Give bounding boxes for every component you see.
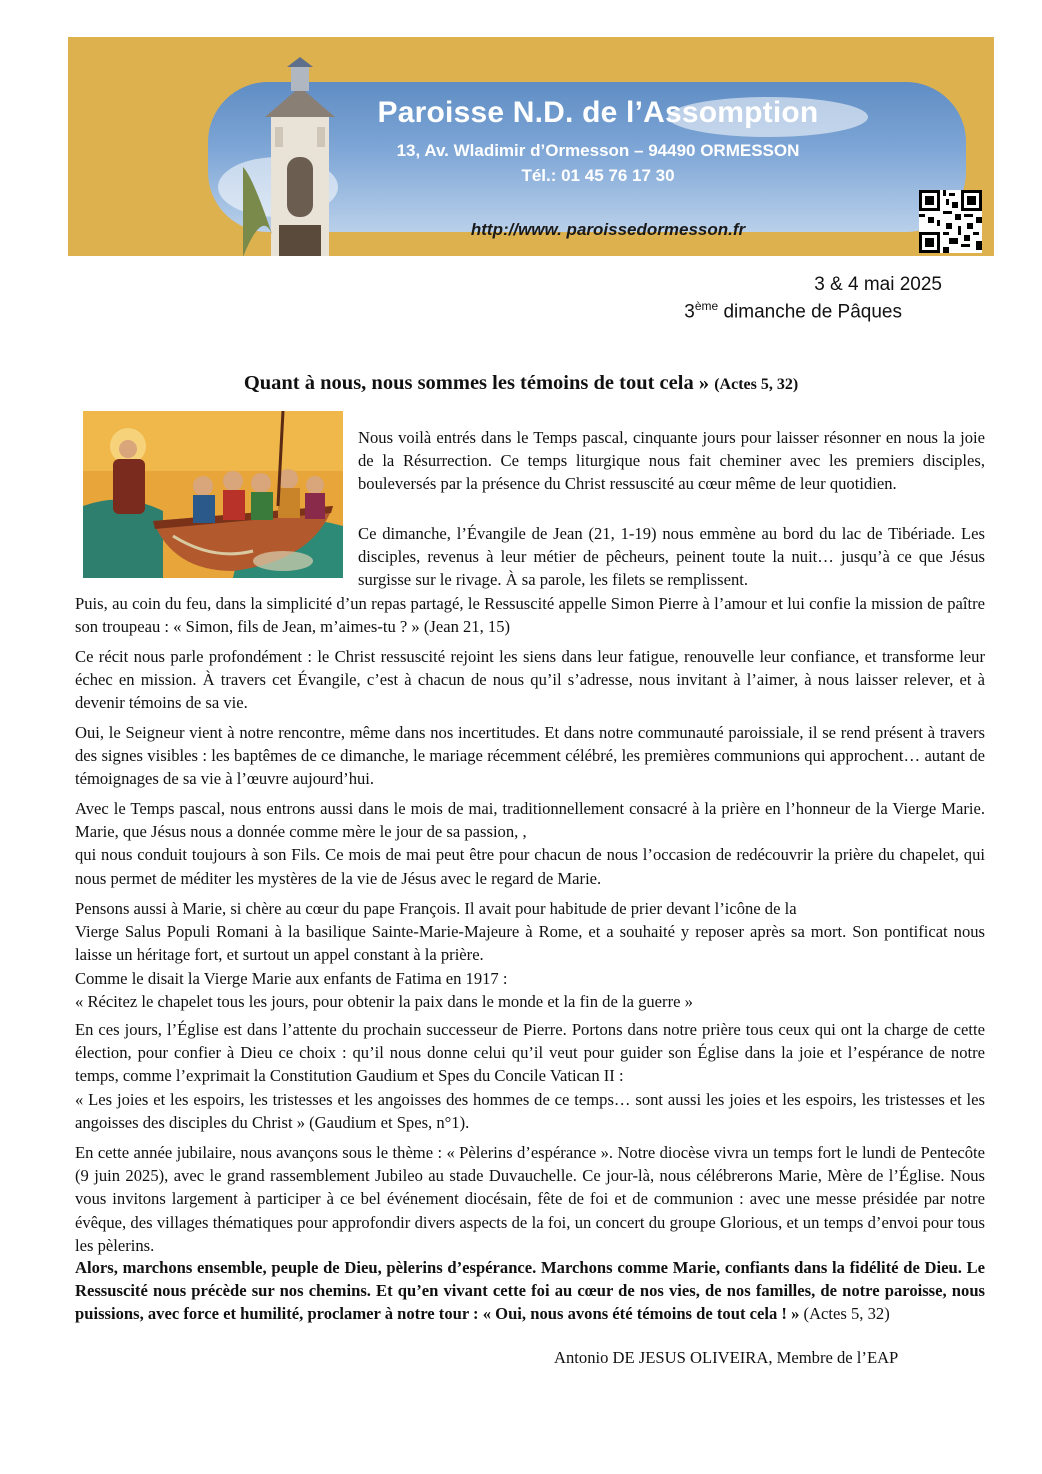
paragraph-conclusion-bold: Alors, marchons ensemble, peuple de Dieu, pèlerins d’espérance. Marchons comme Marie, confiants dans la fidélité de Dieu. Le Ressuscité nous précède sur nos chemins. Et qu’en vivant cette foi au cœur de nos vies, de nos familles, de notre paroisse, nous puissions, avec force et humilité, proclamer à notre tour : « Oui, nous avons été témoins de tout cela ! » [75,1258,985,1324]
paragraph-may-part2: qui nous conduit toujours à son Fils. Ce mois de mai peut être pour chacun de nous l’occasion de redécouvrir la prière du chapelet, qui nous permet de méditer les mystères de la vie de Jésus avec le regard de Marie. [75,845,985,888]
sunday-label: dimanche de Pâques [723,301,902,323]
sunday-ordinal: 3 [684,301,695,323]
paragraph-conclave-part1: En ces jours, l’Église est dans l’attente du prochain successeur de Pierre. Portons dans notre prière tous ceux qui ont la charge de cette élection, pour confier à Dieu ce choix : qu’il nous donne celui qu’il veut pour guider son Église dans la joie et l’espérance de notre temps, comme l’exprimait la Constitution Gaudium et Spes du Concile Vatican II : [75,1020,985,1086]
paragraph-gospel-part2: Puis, au coin du feu, dans la simplicité d’un repas partagé, le Ressuscité appelle Simon Pierre à l’amour et lui confie la mission de paître son troupeau : « Simon, fils de Jean, m’aimes-tu ? » (Jean 21, 15) [75,593,985,636]
paragraph-gospel-part1: Ce dimanche, l’Évangile de Jean (21, 1-19) nous emmène au bord du lac de Tibériade. Les disciples, revenus à leur métier de pêcheurs, peinent toute la nuit… jusqu’à ce que Jésus surgisse sur le rivage. À sa parole, les filets se remplissent. [358,524,985,590]
parish-website[interactable]: http://www. paroissedormesson.fr [470,220,746,239]
paragraph-gospel [75,522,985,638]
paragraph-conclusion-reference: (Actes 5, 32) [803,1304,890,1324]
article-title [0,372,1042,395]
paragraph-pope-part2: Vierge Salus Populi Romani à la basilique Sainte-Marie-Majeure à Rome, et a souhaité y reposer après sa mort. Son pontificat nous laisse un héritage fort, et surtout un appel constant à la prière. [75,922,985,965]
qr-code-icon [919,190,982,253]
paragraph-reflection: Ce récit nous parle profondément : le Christ ressuscité rejoint les siens dans leur fatigue, renouvelle leur confiance, et transforme leur échec en mission. À travers cet Évangile, c’est à chacun de nous qu’il s’adresse, nous invitant à l’aimer, à nous laisser relever, et à devenir témoins de sa vie. [75,647,985,713]
paragraph-pope-part3: Comme le disait la Vierge Marie aux enfants de Fatima en 1917 : [75,968,508,988]
paragraph-intro: Nous voilà entrés dans le Temps pascal, cinquante jours pour laisser résonner en nous la joie de la Résurrection. Ce temps liturgique nous fait cheminer avec les premiers disciples, bouleversés par la présence du Christ ressuscité au cœur même de leur quotidien. [358,428,985,494]
paragraph-may-part1: Avec le Temps pascal, nous entrons aussi dans le mois de mai, traditionnellement consacré à la prière en l’honneur de la Vierge Marie. Marie, que Jésus nous a donnée comme mère le jour de sa passion, , [75,799,985,842]
paragraph-community: Oui, le Seigneur vient à notre rencontre, même dans nos incertitudes. Et dans notre communauté paroissiale, il se rend présent à travers des signes visibles : les baptêmes de ce dimanche, le mariage récemment célébré, les premières communions qui approchent… autant de témoignages de sa vie à l’œuvre aujourd’hui. [75,723,985,789]
sunday-ordinal-suffix: ème [694,299,719,313]
liturgical-sunday [620,299,902,323]
paragraph-conclave-quote: « Les joies et les espoirs, les tristesses et les angoisses des hommes de ce temps… sont aussi les joies et les espoirs, les tristesses et les angoisses des disciples du Christ » (Gaudium et Spes, n°1). [75,1089,985,1132]
paragraph-pope-quote: « Récitez le chapelet tous les jours, pour obtenir la paix dans le monde et la fin de la guerre » [75,991,693,1011]
church-illustration [243,57,358,256]
parish-phone: Tél.: 01 45 76 17 30 [521,166,675,185]
paragraph-conclusion [75,1256,985,1326]
paragraph-may-month [75,797,985,890]
parish-name: Paroisse N.D. de l’Assomption [377,96,819,129]
article-title-reference: (Actes 5, 32) [714,376,799,393]
issue-date: 3 & 4 mai 2025 [814,274,942,295]
paragraph-pope-part1: Pensons aussi à Marie, si chère au cœur du pape François. Il avait pour habitude de prier devant l’icône de la [75,899,797,918]
author-signature: Antonio DE JESUS OLIVEIRA, Membre de l’EAP [554,1348,899,1367]
paragraph-pope-francis [75,897,985,1013]
parish-address: 13, Av. Wladimir d’Ormesson – 94490 ORMESSON [396,141,800,160]
paragraph-conclave [75,1018,985,1134]
article-title-text: Quant à nous, nous sommes les témoins de tout cela » [243,372,710,394]
paragraph-jubilee: En cette année jubilaire, nous avançons sous le thème : « Pèlerins d’espérance ». Notre diocèse vivra un temps fort le lundi de Pentecôte (9 juin 2025), avec le grand rassemblement Jubileo au stade Duvauchelle. Ce jour-là, nous célébrerons Marie, Mère de l’Église. Nous vous invitons largement à participer à ce bel événement diocésain, fête de foi et de communion : avec une messe présidée par notre évêque, des villages thématiques pour approfondir divers aspects de la foi, un concert du groupe Glorious, et un temps d’envoi pour tous les pèlerins. [75,1143,985,1255]
header-banner [68,37,994,256]
